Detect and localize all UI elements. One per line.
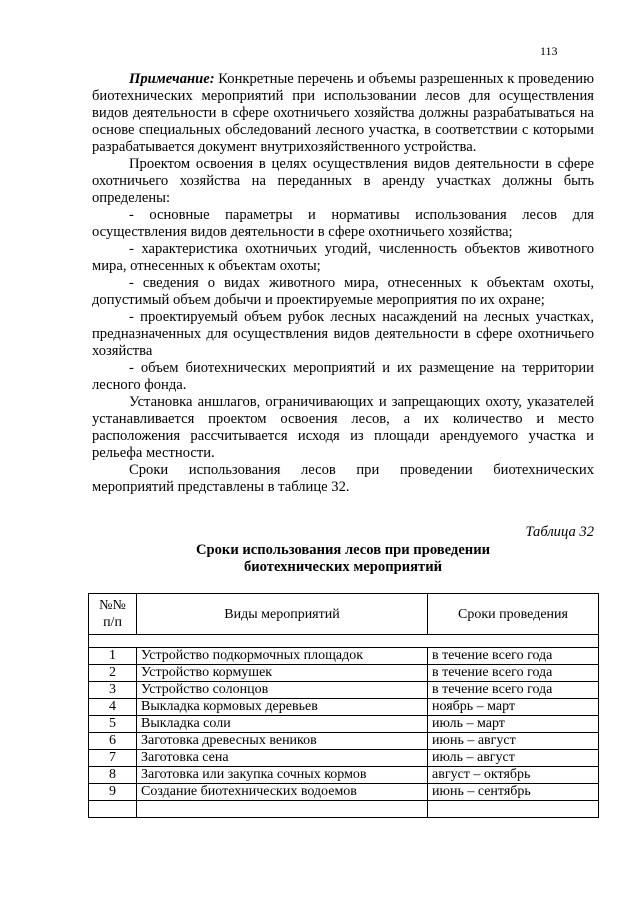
row-activity: Устройство подкормочных площадок: [137, 648, 428, 665]
row-activity: Заготовка сена: [137, 750, 428, 767]
row-period: в течение всего года: [428, 648, 599, 665]
table-title-line: биотехнических мероприятий: [243, 559, 443, 575]
row-period: июль – март: [428, 716, 599, 733]
paragraph: Установка аншлагов, ограничивающих и запрещающих охоту, указателей устанавливается проектом освоения лесов, а их количество и место расположения рассчитывается исходя из площади арендуемого участка и рельефа местности.: [92, 394, 594, 461]
list-item: - характеристика охотничьих угодий, численность объектов животного мира, отнесенных к объектам охоты;: [92, 241, 594, 274]
header-activity: Виды мероприятий: [137, 594, 428, 635]
header-period: Сроки проведения: [428, 594, 599, 635]
note-paragraph: [92, 71, 594, 156]
header-number: №№ п/п: [89, 594, 137, 635]
row-number: 9: [89, 784, 137, 801]
table-caption: Таблица 32: [525, 524, 594, 540]
row-period: июнь – август: [428, 733, 599, 750]
row-number: 4: [89, 699, 137, 716]
row-number: 1: [89, 648, 137, 665]
tail-cell: [89, 801, 137, 818]
table-row: [89, 699, 599, 716]
tail-cell: [428, 801, 599, 818]
paragraph: Проектом освоения в целях осуществления видов деятельности в сфере охотничьего хозяйства на переданных в аренду участках должны быть определены:: [92, 156, 594, 206]
list-item: - объем биотехнических мероприятий и их размещение на территории лесного фонда.: [92, 360, 594, 393]
list-item: - сведения о видах животного мира, отнесенных к объектам охоты, допустимый объем добычи и проектируемые мероприятия по их охране;: [92, 275, 594, 308]
row-activity: Выкладка кормовых деревьев: [137, 699, 428, 716]
row-activity: Устройство кормушек: [137, 665, 428, 682]
list-item: - основные параметры и нормативы использования лесов для осуществления видов деятельности в сфере охотничьего хозяйства;: [92, 207, 594, 240]
row-activity: Создание биотехнических водоемов: [137, 784, 428, 801]
row-period: в течение всего года: [428, 665, 599, 682]
table-row: [89, 665, 599, 682]
row-number: 7: [89, 750, 137, 767]
row-activity: Устройство солонцов: [137, 682, 428, 699]
table-row: [89, 716, 599, 733]
note-label: Примечание:: [129, 71, 215, 87]
body-text: [92, 71, 594, 496]
table-row: [89, 648, 599, 665]
table-gap-cell: [89, 635, 599, 648]
table-row: [89, 682, 599, 699]
table-title-line: Сроки использования лесов при проведении: [195, 542, 491, 558]
row-activity: Заготовка древесных веников: [137, 733, 428, 750]
row-period: ноябрь – март: [428, 699, 599, 716]
table-tail-row: [89, 801, 599, 818]
table-header-row: [89, 594, 599, 635]
row-number: 5: [89, 716, 137, 733]
row-period: август – октябрь: [428, 767, 599, 784]
page-number: 113: [540, 44, 558, 58]
table-gap-row: [89, 635, 599, 648]
activities-table: [88, 593, 599, 818]
tail-cell: [137, 801, 428, 818]
row-period: июль – август: [428, 750, 599, 767]
table-row: [89, 733, 599, 750]
table-row: [89, 750, 599, 767]
table-row: [89, 767, 599, 784]
row-period: в течение всего года: [428, 682, 599, 699]
row-number: 8: [89, 767, 137, 784]
table-row: [89, 784, 599, 801]
row-number: 6: [89, 733, 137, 750]
note-text: Конкретные перечень и объемы разрешенных к проведению биотехнических мероприятий при использовании лесов для осуществления видов деятельности в сфере охотничьего хозяйства должны разрабатываться на основе специальных обследований лесного участка, в соответствии с которыми разрабатывается документ внутрихозяйственного устройства.: [92, 71, 594, 155]
row-period: июнь – сентябрь: [428, 784, 599, 801]
paragraph: Сроки использования лесов при проведении биотехнических мероприятий представлены в таблице 32.: [92, 462, 594, 495]
row-activity: Выкладка соли: [137, 716, 428, 733]
row-activity: Заготовка или закупка сочных кормов: [137, 767, 428, 784]
list-item: - проектируемый объем рубок лесных насаждений на лесных участках, предназначенных для осуществления видов деятельности в сфере охотничьего хозяйства: [92, 309, 594, 359]
row-number: 2: [89, 665, 137, 682]
row-number: 3: [89, 682, 137, 699]
table-title: [92, 542, 594, 576]
